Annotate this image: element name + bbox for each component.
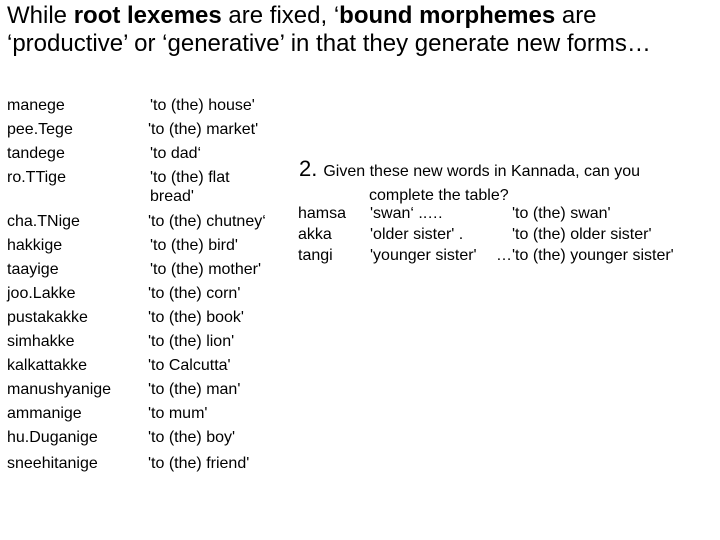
word-item: kalkattakke	[7, 357, 88, 374]
table-target-gloss: 'to (the) swan'	[512, 205, 611, 222]
table-gloss: 'swan‘ ..…	[370, 205, 444, 222]
heading-text-3: are ‘productive’ or ‘generative’ in that they generate new forms…	[7, 2, 651, 57]
word-item: pustakakke	[7, 309, 88, 326]
gloss-item: 'to (the) friend'	[148, 455, 250, 472]
gloss-item: 'to Calcutta'	[148, 357, 231, 374]
word-item: pee.Tege	[7, 121, 73, 138]
word-item: joo.Lakke	[7, 285, 76, 302]
gloss-item: 'to mum'	[148, 405, 208, 422]
word-item: hu.Duganige	[7, 429, 98, 446]
table-gloss: 'younger sister'	[370, 247, 477, 264]
table-word: hamsa	[298, 205, 347, 222]
word-item: manushyanige	[7, 381, 112, 398]
gloss-item: 'to (the) man'	[148, 381, 241, 398]
gloss-item: 'to dad‘	[150, 145, 202, 162]
word-item: tandege	[7, 145, 65, 162]
gloss-item: 'to (the) chutney‘	[148, 213, 266, 230]
question-line-2: complete the table?	[369, 187, 509, 204]
question-number: 2.	[299, 156, 318, 181]
table-word: akka	[298, 226, 332, 243]
gloss-item: 'to (the) lion'	[148, 333, 235, 350]
word-item: taayige	[7, 261, 59, 278]
question-line-1: Given these new words in Kannada, can you	[323, 163, 640, 180]
word-item: sneehitanige	[7, 455, 98, 472]
word-item: cha.TNige	[7, 213, 80, 230]
gloss-item: 'to (the) market'	[148, 121, 259, 138]
table-target-gloss: …'to (the) younger sister'	[496, 247, 674, 264]
heading-bold-root-lexemes: root lexemes	[73, 2, 222, 29]
gloss-item: 'to (the) mother'	[150, 261, 262, 278]
word-item: ro.TTige	[7, 169, 66, 186]
table-word: tangi	[298, 247, 333, 264]
exercise-question	[299, 156, 709, 207]
gloss-item: 'to (the) book'	[148, 309, 244, 326]
word-item: hakkige	[7, 237, 63, 254]
gloss-item: 'to (the) house'	[150, 97, 255, 114]
gloss-item: 'to (the) flat bread'	[150, 169, 230, 205]
table-target-gloss: 'to (the) older sister'	[512, 226, 652, 243]
heading-text-1: While	[7, 2, 74, 29]
gloss-item: 'to (the) boy'	[148, 429, 236, 446]
slide-heading	[7, 2, 713, 58]
table-gloss: 'older sister' .	[370, 226, 464, 243]
gloss-item: 'to (the) corn'	[148, 285, 241, 302]
word-item: simhakke	[7, 333, 75, 350]
word-item: ammanige	[7, 405, 82, 422]
word-item: manege	[7, 97, 65, 114]
gloss-item: 'to (the) bird'	[150, 237, 238, 254]
heading-bold-bound-morphemes: bound morphemes	[339, 2, 556, 29]
heading-text-2: are fixed, ‘	[221, 2, 340, 29]
